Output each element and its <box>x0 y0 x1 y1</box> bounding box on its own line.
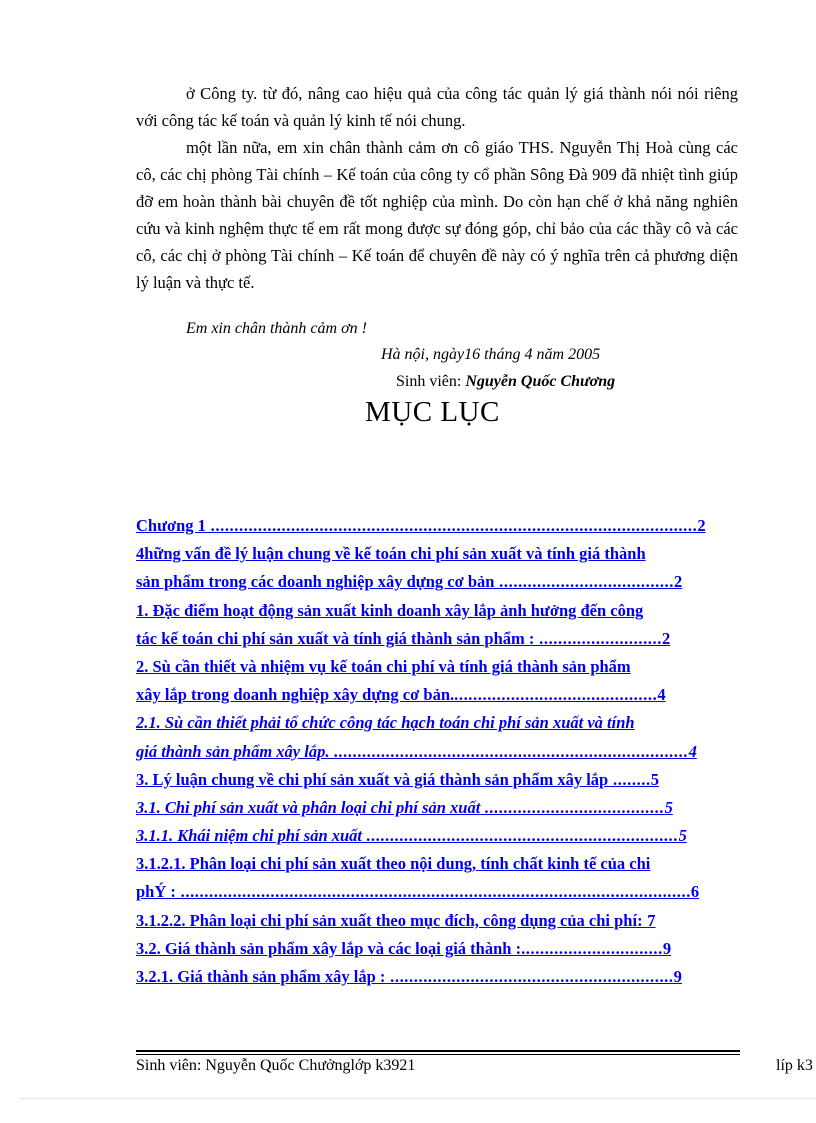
page-bottom-border <box>20 1098 816 1099</box>
toc-link[interactable]: sản phẩm trong các doanh nghiệp xây dựng cơ bản .....................................2 <box>136 572 683 592</box>
footer-student: Sinh viên: Nguyễn Quốc Chưởnglớp k3921 <box>136 1057 416 1074</box>
footer-rule-thick <box>136 1050 740 1052</box>
footer-rule-thin <box>136 1054 740 1055</box>
toc-link[interactable]: xây lắp trong doanh nghiệp xây dựng cơ bản............................................4 <box>136 685 666 705</box>
toc-link[interactable]: 3.2.1. Giá thành sản phẩm xây lắp : ............................................................9 <box>136 967 682 986</box>
toc-link[interactable]: 3.2. Giá thành sản phẩm xây lắp và các loại giá thành :..............................9 <box>136 938 672 958</box>
student-name: Nguyễn Quốc Chương <box>465 373 616 390</box>
toc-link[interactable]: 2. Sù cần thiết và nhiệm vụ kế toán chi phí và tính giá thành sản phẩm <box>136 656 631 676</box>
toc-link[interactable]: giá thành sản phẩm xây lắp. ...........................................................................4 <box>136 741 697 761</box>
student-label: Sinh viên: <box>396 373 462 390</box>
toc-link[interactable]: 3.1.1. Khái niệm chi phí sản xuất ..................................................................5 <box>136 826 687 846</box>
thanks-line: Em xin chân thành cảm ơn ! <box>186 320 367 337</box>
date-line: Hà nội, ngày16 tháng 4 năm 2005 <box>381 346 601 363</box>
toc-link[interactable]: 1. Đặc điểm hoạt động sản xuất kinh doanh xây lắp ảnh hưởng đến công <box>136 600 644 620</box>
student-signature <box>396 373 615 391</box>
intro-paragraph-1: ở Công ty. từ đó, nâng cao hiệu quả của công tác quản lý giá thành nói nói riêng với công tác kế toán và quản lý kinh tế nói chung. <box>136 84 738 130</box>
toc-link[interactable]: 3.1. Chi phí sản xuất và phân loại chi phí sản xuất ......................................5 <box>136 797 673 817</box>
toc-title: MỤC LỤC <box>365 396 500 428</box>
toc-link[interactable]: 3.1.2.1. Phân loại chi phí sản xuất theo nội dung, tính chất kinh tế của chi <box>136 854 651 874</box>
toc-link[interactable]: 4hững vấn đề lý luận chung về kế toán chi phí sản xuất và tính giá thành <box>136 544 646 564</box>
toc-link[interactable]: phÝ : ............................................................................................................6 <box>136 882 700 902</box>
toc-link[interactable]: 2.1. Sù cần thiết phải tổ chức công tác hạch toán chi phí sản xuất và tính <box>136 713 635 733</box>
toc-link[interactable]: 3. Lý luận chung về chi phí sản xuất và giá thành sản phẩm xây lắp ........5 <box>136 769 660 789</box>
toc-link[interactable]: 3.1.2.2. Phân loại chi phí sản xuất theo mục đích, công dụng của chi phí: 7 <box>136 910 656 930</box>
intro-paragraph-2: một lần nữa, em xin chân thành cảm ơn cô giáo THS. Nguyễn Thị Hoà cùng các cô, các chị phòng Tài chính – Kế toán của công ty cổ phần Sông Đà 909 đã nhiệt tình giúp đỡ em hoàn thành bài chuyên đề tốt nghiệp của mình. Do còn hạn chế ở khả năng nghiên cứu và kinh nghệm thực tế em rất mong được sự đóng góp, chỉ bảo của các thầy cô và các cô, các chị ở phòng Tài chính – Kế toán để chuyên đề này có ý nghĩa trên cả phương diện lý luận và thực tế. <box>136 138 738 292</box>
toc-link[interactable]: Chương 1 .......................................................................................................2 <box>136 516 706 535</box>
footer-class: líp k3 <box>776 1057 813 1074</box>
toc-link[interactable]: tác kế toán chi phí sản xuất và tính giá thành sản phẩm : ..........................2 <box>136 628 671 648</box>
table-of-contents <box>136 512 738 991</box>
